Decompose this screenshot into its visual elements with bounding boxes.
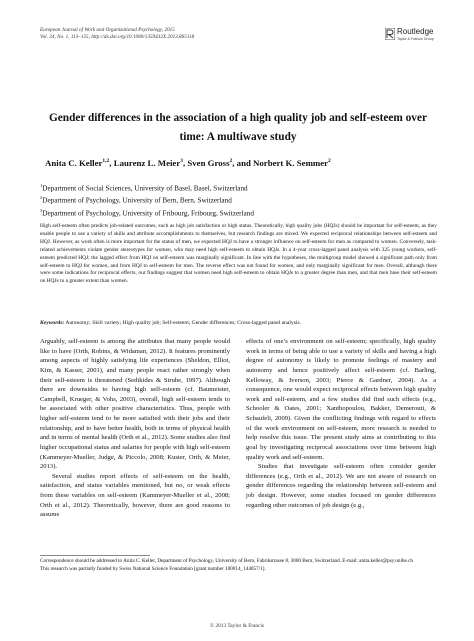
keywords — [40, 320, 437, 326]
body-paragraph: Studies that investigate self-esteem often consider gender differences (e.g., Orth et al., 2012). We are not aware of research on gender differences regarding the relationship between self-esteem and job design. However, some studies focused on gender differences regarding other outcomes of job design (e.g., — [246, 463, 436, 509]
publisher-group: Taylor & Francis Group — [397, 37, 434, 41]
author-list: Anita C. Keller$^{1,2}$, Laurenz L. Meier$^3$, Sven Gross$^2$, and Norbert K. Semmer$^2$ — [45, 158, 331, 168]
affiliation-line: $^2$Department of Psychology, University of Bern, Bern, Switzerland — [40, 195, 232, 205]
running-header — [40, 27, 340, 41]
footnotes — [40, 558, 436, 573]
body-paragraph: Arguably, self-esteem is among the attributes that many people would like to have (Orth, Robins, & Widaman, 2012). It features prominently among aspects of highly satisfying life experiences (Sheldon, Elliot, Kim, & Kasser, 2001), and many people react rather strongly when their self-esteem is threatened (Sedikides & Strube, 1997). Although there are downsides to having high self-esteem (cf. Baumeister, Campbell, Krueger, & Vohs, 2003), overall, high self-esteem tends to be associated with other positive characteristics. Thus, people with higher self-esteem tend to be more satisfied with their jobs and their relationship, and to have better health, both in terms of physical health and in terms of mental health (Orth et al., 2012). Some studies also find higher occupational status and salaries for people with high self-esteem (Kammeyer-Mueller, Judge, & Piccolo, 2008; Kuster, Orth, & Meier, 2013). — [40, 338, 230, 471]
routledge-logo-icon — [385, 28, 395, 40]
copyright-footer: © 2013 Taylor & Francis — [209, 623, 265, 629]
author-affiliation-marker: 2 — [328, 158, 331, 165]
funding-note: This research was partially funded by Swiss National Science Foundation [grant number 100014_144057/1]. — [40, 565, 266, 572]
publisher-logo — [385, 27, 445, 49]
affiliations — [40, 181, 450, 218]
author-name: Laurenz L. Meier — [113, 158, 181, 168]
author-affiliation-marker: 3 — [180, 158, 183, 165]
author-affiliation-marker: 1,2 — [102, 158, 110, 165]
author-name: Anita C. Keller — [45, 158, 103, 168]
author-affiliation-marker: 2 — [229, 158, 233, 165]
affiliation-line: $^1$Department of Social Sciences, University of Basel, Basel, Switzerland — [40, 183, 248, 193]
body-column-left — [40, 337, 230, 520]
body-paragraph: effects of one’s environment on self-esteem; specifically, high quality work in terms of being able to use a variety of skills and having a high degree of autonomy is likely to promote feelings of mastery and autonomy and hence positively affect self-esteem (cf. Barling, Kelloway, & Iverson, 2003; Pierce & Gardner, 2004). As a consequence, one would expect reciprocal effects between high quality work and self-esteem, and a few studies did find such effects (e.g., Schooler & Oates, 2001; Xanthopoulou, Bakker, Demerouti, & Schaufeli, 2009). Given the conflicting findings with regard to effects of the work environment on self-esteem, more research is needed to help resolve this issue. The present study aims at contributing to this goal by investigating reciprocal associations over time between high quality work and self-esteem. — [246, 338, 436, 461]
publisher-name: Routledge — [397, 27, 434, 36]
footnote-divider — [40, 555, 150, 556]
author-name: Norbert K. Semmer — [253, 158, 329, 168]
abstract: High self-esteem often predicts job-related outcomes, such as high job satisfaction or high status. Theoretically, high quality jobs (HQJs) should be important for self-esteem, as they enable people to use a variety of skills and attribute accomplishments to themselves, but research findings are mixed. We expected reciprocal relationships between self-esteem and HQJ. However, as work often is more important for the status of men, we expected HQJ to have a stronger influence on self-esteem for men as compared to women. Conversely, task-related achievements violate gender stereotypes for women, who may need high self-esteem to obtain HQJs. In a 4-year cross-lagged panel analysis with 325 young workers, self-esteem predicted HQJ; the lagged effect from HQJ on self-esteem was marginally significant. In line with the hypotheses, the multigroup model showed a significant path only from self-esteem to HQJ for women, and from HQJ to self-esteem for men. The reverse effect was not found for women, and only marginally significant for men. Overall, although there were some indications for reciprocal effects, our findings suggest that women need high self-esteem to obtain HQJs to a greater degree than men, and that men base their self-esteem on HQJs to a greater extent than women. — [40, 223, 437, 285]
body-column-right — [246, 337, 436, 510]
keywords-text: Autonomy; Skill variety; High quality job; Self-esteem; Gender differences; Cross-lagged panel analysis. — [65, 320, 302, 326]
body-paragraph: Several studies report effects of self-esteem on the health, satisfaction, and status variables mentioned, but no, or weak effects from these variables on self-esteem (Kammeyer-Mueller et al., 2008; Orth et al., 2012). Theoretically, however, there are good reasons to assume — [40, 472, 230, 519]
journal-name: European Journal of Work and Organizational Psychology, 2015 — [40, 27, 175, 33]
article-title: Gender differences in the association of a high quality job and self-esteem over time: A multiwave study — [48, 112, 427, 143]
author-name: Sven Gross — [187, 158, 230, 168]
keywords-label: Keywords: — [40, 320, 65, 326]
affiliation-line: $^3$Department of Psychology, University of Fribourg, Fribourg, Switzerland — [40, 207, 254, 218]
correspondence-note: Correspondence should be addressed to Anita C. Keller, Department of Psychology, University of Bern, Fabrikstrasse 8, 3000 Bern, Switzerland. E-mail: anita.keller@psy.unibe.ch — [40, 558, 413, 564]
volume-doi-line[interactable]: Vol. 24, No. 1, 113–125, http://dx.doi.org/10.1080/1359432X.2013.865118 — [40, 34, 195, 40]
